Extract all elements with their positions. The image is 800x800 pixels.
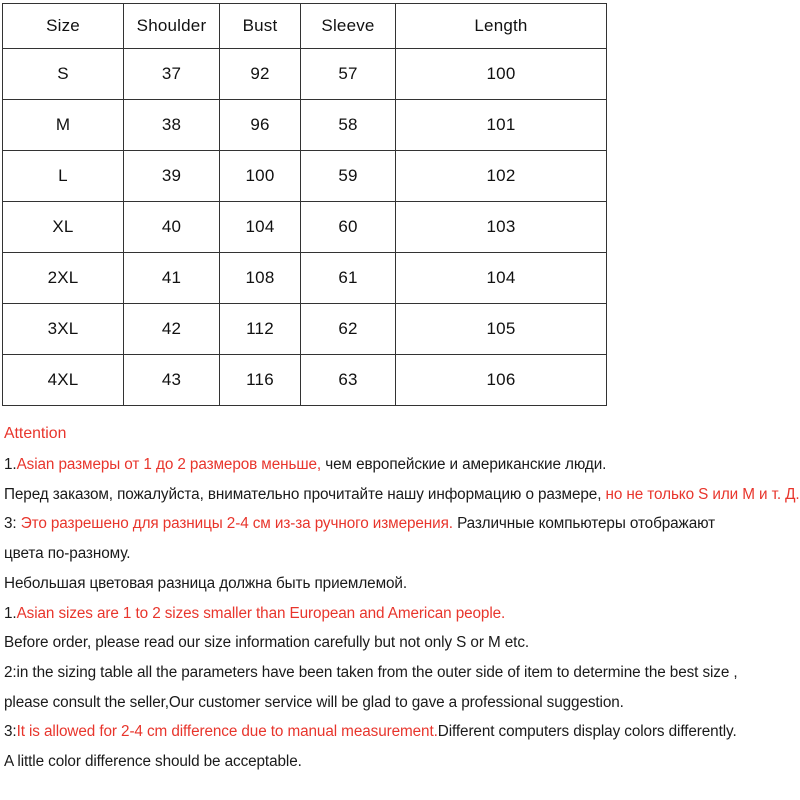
note-en-line-6: A little color difference should be acceptable. [4,753,302,771]
cell-bust: 112 [220,304,301,355]
note-ru-line-5: Небольшая цветовая разница должна быть приемлемой. [4,574,407,592]
cell-length: 102 [396,151,607,202]
note-ru-2-red: но не только S или М и т. Д. [605,485,800,503]
cell-size: L [3,151,124,202]
cell-size: 4XL [3,355,124,406]
note-en-5-prefix: 3: [4,723,17,741]
cell-bust: 96 [220,100,301,151]
cell-sleeve: 57 [301,49,396,100]
note-ru-line-1 [4,450,796,480]
column-header-bust: Bust [220,4,301,49]
cell-sleeve: 58 [301,100,396,151]
cell-shoulder: 37 [124,49,220,100]
cell-bust: 92 [220,49,301,100]
note-en-line-5 [4,717,796,747]
cell-size: 3XL [3,304,124,355]
table-row [3,202,607,253]
column-header-size: Size [3,4,124,49]
cell-shoulder: 42 [124,304,220,355]
note-ru-1-rest: чем европейские и американские люди. [321,456,607,473]
cell-shoulder: 39 [124,151,220,202]
cell-size: 2XL [3,253,124,304]
cell-size: M [3,100,124,151]
cell-shoulder: 38 [124,100,220,151]
cell-sleeve: 63 [301,355,396,406]
size-chart-container [2,3,606,406]
note-ru-1-prefix: 1. [4,456,17,473]
cell-sleeve: 59 [301,151,396,202]
cell-shoulder: 40 [124,202,220,253]
cell-length: 103 [396,202,607,253]
note-ru-2-black: Перед заказом, пожалуйста, внимательно прочитайте нашу информацию о размере, [4,485,606,503]
column-header-sleeve: Sleeve [301,4,396,49]
note-ru-3-red: Это разрешено для разницы 2-4 см из-за ручного измерения. [20,515,453,533]
note-en-5-rest: Different computers display colors differently. [437,723,737,741]
table-row [3,100,607,151]
table-row [3,49,607,100]
note-en-5-red: It is allowed for 2-4 cm difference due to manual measurement. [16,723,438,741]
table-row [3,355,607,406]
cell-length: 106 [396,355,607,406]
cell-length: 105 [396,304,607,355]
note-ru-line-3 [4,509,796,539]
cell-length: 104 [396,253,607,304]
cell-bust: 100 [220,151,301,202]
note-en-line-1 [4,599,796,629]
table-row [3,304,607,355]
cell-shoulder: 43 [124,355,220,406]
cell-sleeve: 61 [301,253,396,304]
cell-bust: 108 [220,253,301,304]
note-ru-line-2 [4,480,800,510]
note-ru-line-4: цвета по-разному. [4,545,131,563]
note-en-line-2: Before order, please read our size information carefully but not only S or M etc. [4,634,530,652]
cell-bust: 116 [220,355,301,406]
table-row [3,151,607,202]
attention-heading: Attention [4,425,67,442]
cell-sleeve: 62 [301,304,396,355]
size-chart-table [2,3,607,406]
cell-size: S [3,49,124,100]
attention-notes [4,421,800,777]
note-en-1-prefix: 1. [4,604,17,622]
column-header-length: Length [396,4,607,49]
column-header-shoulder: Shoulder [124,4,220,49]
cell-bust: 104 [220,202,301,253]
cell-size: XL [3,202,124,253]
cell-length: 101 [396,100,607,151]
note-ru-3-prefix: 3: [4,515,21,533]
note-en-line-3: 2:in the sizing table all the parameters have been taken from the outer side of item to determine the best size , [4,663,738,681]
note-ru-3-rest: Различные компьютеры отображают [452,515,716,533]
cell-length: 100 [396,49,607,100]
note-ru-1-red: Asian размеры от 1 до 2 размеров меньше, [16,456,322,473]
note-en-1-red: Asian sizes are 1 to 2 sizes smaller than European and American people. [16,604,506,622]
note-en-line-4: please consult the seller,Our customer service will be glad to gave a professional suggestion. [4,693,624,711]
cell-sleeve: 60 [301,202,396,253]
cell-shoulder: 41 [124,253,220,304]
table-row [3,253,607,304]
table-header-row [3,4,607,49]
